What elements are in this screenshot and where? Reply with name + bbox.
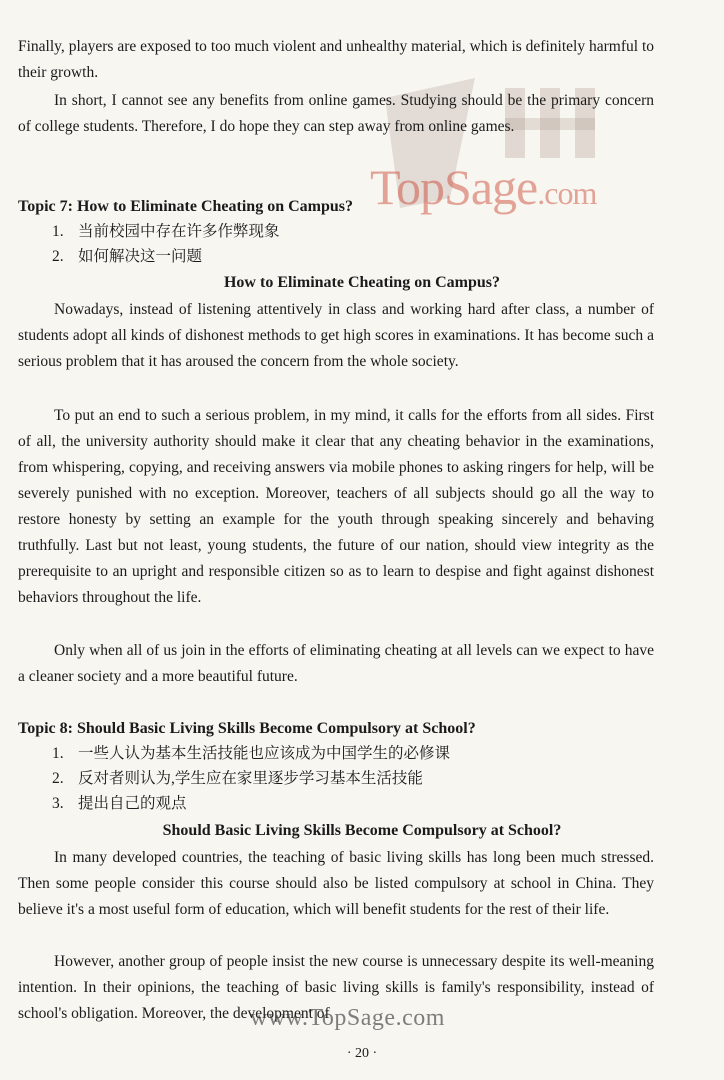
paragraph: Finally, players are exposed to too much violent and unhealthy material, which is definitely harmful to their growth. [18,38,654,81]
outline-item: 3. 提出自己的观点 [52,795,187,812]
url-watermark: www.TopSage.com [250,1005,445,1031]
topsage-brand-watermark: TopSage.com [370,159,597,215]
outline-item: 1. 一些人认为基本生活技能也应该成为中国学生的必修课 [52,745,451,762]
page-number: · 20 · [346,1046,378,1061]
outline-item: 2. 如何解决这一问题 [52,248,203,265]
topic-8-heading: Topic 8: Should Basic Living Skills Become Compulsory at School? [18,720,476,737]
topic-8-essay-title: Should Basic Living Skills Become Compulsory at School? [162,822,562,839]
paragraph: In many developed countries, the teaching of basic living skills has long been much stressed. Then some people consider this course should also be listed compulsory at school in China. They believe it's a most useful form of education, which will benefit students for the rest of their life. [18,849,654,918]
topic-7-outline [52,219,652,269]
topic-7-essay-title: How to Eliminate Cheating on Campus? [223,274,501,291]
outline-item: 1. 当前校园中存在许多作弊现象 [52,223,280,240]
topic-8-outline [52,741,652,816]
paragraph: Only when all of us join in the efforts of eliminating cheating at all levels can we expect to have a cleaner society and a more beautiful future. [18,642,654,685]
paragraph: Nowadays, instead of listening attentively in class and working hard after class, a number of students adopt all kinds of dishonest methods to get high scores in examinations. It has become such a serious problem that it has aroused the concern from the whole society. [18,301,654,370]
paragraph: However, another group of people insist the new course is unnecessary despite its well-meaning intention. In their opinions, the teaching of basic living skills is family's responsibility, instead of school's obligation. Moreover, the development of [18,953,654,1022]
paragraph: In short, I cannot see any benefits from online games. Studying should be the primary concern of college students. Therefore, I do hope they can step away from online games. [18,92,654,135]
paragraph: To put an end to such a serious problem, in my mind, it calls for the efforts from all sides. First of all, the university authority should make it clear that any cheating behavior in the examinations, from whispering, copying, and receiving answers via mobile phones to asking ringers for help, will be severely punished with no exception. Moreover, teachers of all subjects should go all the way to restore honesty by setting an example for the youth through speaking sincerely and behaving truthfully. Last but not least, young students, the future of our nation, should view integrity as the prerequisite to an upright and responsible citizen so as to learn to despise and fight against dishonest behaviors throughout the life. [18,407,654,606]
outline-item: 2. 反对者则认为,学生应在家里逐步学习基本生活技能 [52,770,423,787]
topic-7-heading: Topic 7: How to Eliminate Cheating on Campus? [18,198,353,215]
